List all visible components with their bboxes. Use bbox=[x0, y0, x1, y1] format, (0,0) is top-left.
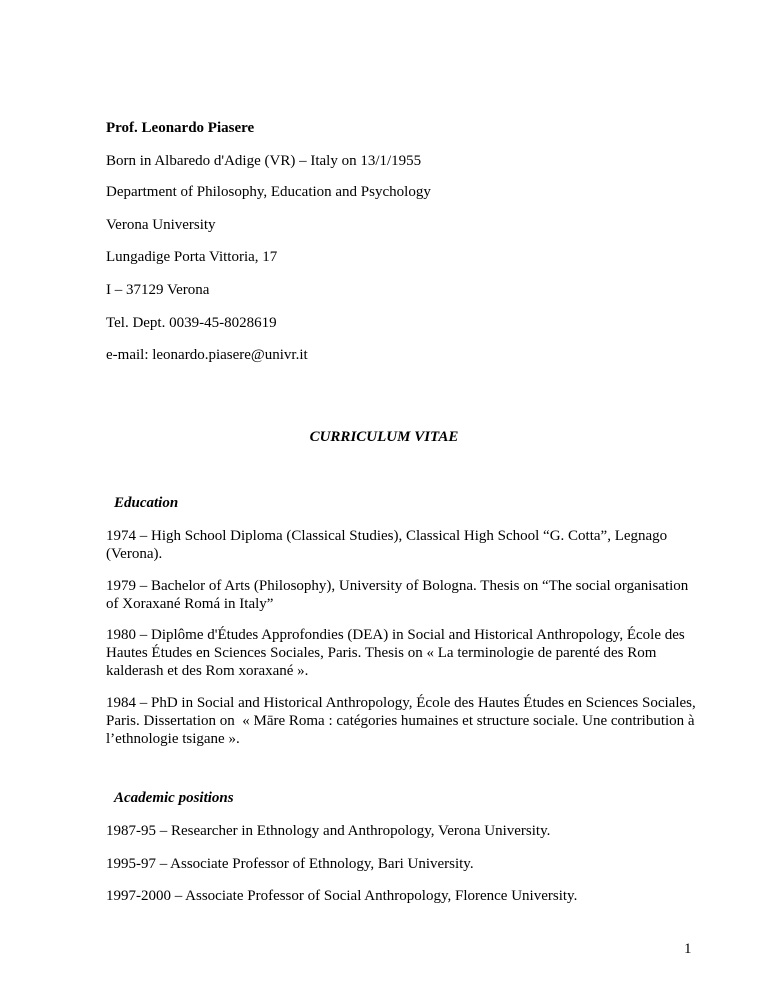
city-address: I – 37129 Verona bbox=[106, 282, 210, 298]
department: Department of Philosophy, Education and Psychology bbox=[106, 184, 431, 200]
education-entry: 1984 – PhD in Social and Historical Anthropology, École des Hautes Études en Sciences Sociales, Paris. Dissertation on « Māre Roma : catégories humaines et structure sociale. Une contribution à l’ethnologie tsigane ». bbox=[106, 695, 696, 747]
document-title: CURRICULUM VITAE bbox=[309, 429, 459, 445]
birth-info: Born in Albaredo d'Adige (VR) – Italy on 13/1/1955 bbox=[106, 153, 422, 169]
academic-entry: 1995-97 – Associate Professor of Ethnology, Bari University. bbox=[106, 856, 474, 872]
email: e-mail: leonardo.piasere@univr.it bbox=[106, 347, 308, 363]
university: Verona University bbox=[106, 217, 216, 233]
education-entry: 1974 – High School Diploma (Classical Studies), Classical High School “G. Cotta”, Legnago (Verona). bbox=[106, 528, 668, 562]
education-entry: 1979 – Bachelor of Arts (Philosophy), University of Bologna. Thesis on “The social organisation of Xoraxané Romá in Italy” bbox=[106, 578, 689, 612]
author-name: Prof. Leonardo Piasere bbox=[106, 120, 255, 136]
academic-entry: 1987-95 – Researcher in Ethnology and Anthropology, Verona University. bbox=[106, 823, 551, 839]
section-heading-education: Education bbox=[114, 495, 179, 511]
education-entry: 1980 – Diplôme d'Études Approfondies (DEA) in Social and Historical Anthropology, École des Hautes Études en Sciences Sociales, Paris. Thesis on « La terminologie de parenté des Rom kalderash et des Rom xoraxané ». bbox=[106, 627, 685, 679]
academic-entry: 1997-2000 – Associate Professor of Social Anthropology, Florence University. bbox=[106, 888, 578, 904]
page-number: 1 bbox=[684, 941, 692, 957]
section-heading-academic: Academic positions bbox=[114, 790, 234, 806]
phone: Tel. Dept. 0039-45-8028619 bbox=[106, 315, 277, 331]
street-address: Lungadige Porta Vittoria, 17 bbox=[106, 249, 278, 265]
